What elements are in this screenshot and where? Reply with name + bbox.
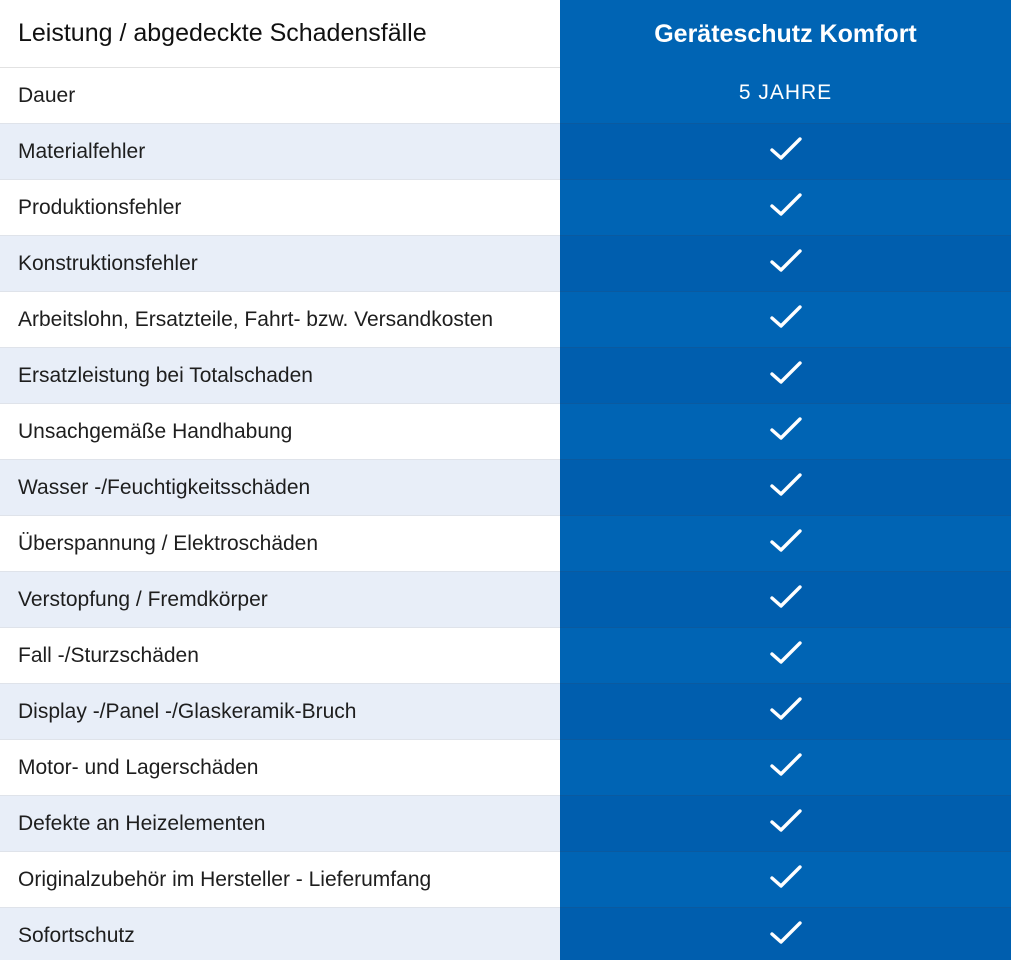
row-label: Dauer: [0, 68, 560, 124]
table-row: [0, 796, 1011, 852]
row-label: Ersatzleistung bei Totalschaden: [0, 348, 560, 404]
row-label: Arbeitslohn, Ersatzteile, Fahrt- bzw. Versandkosten: [0, 292, 560, 348]
check-icon: [769, 359, 803, 387]
table-row: [0, 516, 1011, 572]
row-label: Verstopfung / Fremdkörper: [0, 572, 560, 628]
check-icon: [769, 919, 803, 947]
table-row: [0, 124, 1011, 180]
check-icon: [769, 135, 803, 163]
row-value: [560, 852, 1011, 908]
row-label: Materialfehler: [0, 124, 560, 180]
table-row: [0, 572, 1011, 628]
row-label: Wasser -/Feuchtigkeitsschäden: [0, 460, 560, 516]
row-value: [560, 740, 1011, 796]
check-icon: [769, 247, 803, 275]
row-value: [560, 628, 1011, 684]
table-row: [0, 236, 1011, 292]
check-icon: [769, 583, 803, 611]
table-row: [0, 740, 1011, 796]
table-row: [0, 628, 1011, 684]
row-label: Unsachgemäße Handhabung: [0, 404, 560, 460]
table-row: [0, 404, 1011, 460]
row-value: [560, 404, 1011, 460]
check-icon: [769, 863, 803, 891]
table-row: [0, 68, 1011, 124]
row-value: [560, 236, 1011, 292]
check-icon: [769, 639, 803, 667]
table-row: [0, 292, 1011, 348]
duration-value: 5 JAHRE: [738, 80, 833, 104]
table-row: [0, 852, 1011, 908]
check-icon: [769, 471, 803, 499]
row-value: [560, 908, 1011, 960]
row-value: [560, 516, 1011, 572]
row-label: Display -/Panel -/Glaskeramik-Bruch: [0, 684, 560, 740]
check-icon: [769, 751, 803, 779]
row-label: Produktionsfehler: [0, 180, 560, 236]
check-icon: [769, 303, 803, 331]
row-value: [560, 124, 1011, 180]
row-label: Sofortschutz: [0, 908, 560, 960]
check-icon: [769, 527, 803, 555]
row-value: [560, 180, 1011, 236]
table-row: [0, 908, 1011, 960]
check-icon: [769, 415, 803, 443]
check-icon: [769, 807, 803, 835]
row-value: [560, 68, 1011, 124]
check-icon: [769, 695, 803, 723]
row-value: [560, 460, 1011, 516]
table-header: [0, 0, 1011, 68]
row-value: [560, 684, 1011, 740]
check-icon: [769, 191, 803, 219]
table-row: [0, 684, 1011, 740]
table-row: [0, 180, 1011, 236]
row-value: [560, 292, 1011, 348]
table-row: [0, 348, 1011, 404]
row-value: [560, 348, 1011, 404]
row-label: Konstruktionsfehler: [0, 236, 560, 292]
row-label: Fall -/Sturzschäden: [0, 628, 560, 684]
row-label: Originalzubehör im Hersteller - Lieferumfang: [0, 852, 560, 908]
header-plan-name: Geräteschutz Komfort: [560, 0, 1011, 68]
row-label: Motor- und Lagerschäden: [0, 740, 560, 796]
row-value: [560, 572, 1011, 628]
row-label: Defekte an Heizelementen: [0, 796, 560, 852]
row-label: Überspannung / Elektroschäden: [0, 516, 560, 572]
row-value: [560, 796, 1011, 852]
header-coverage-label: Leistung / abgedeckte Schadensfälle: [0, 0, 560, 68]
table-row: [0, 460, 1011, 516]
